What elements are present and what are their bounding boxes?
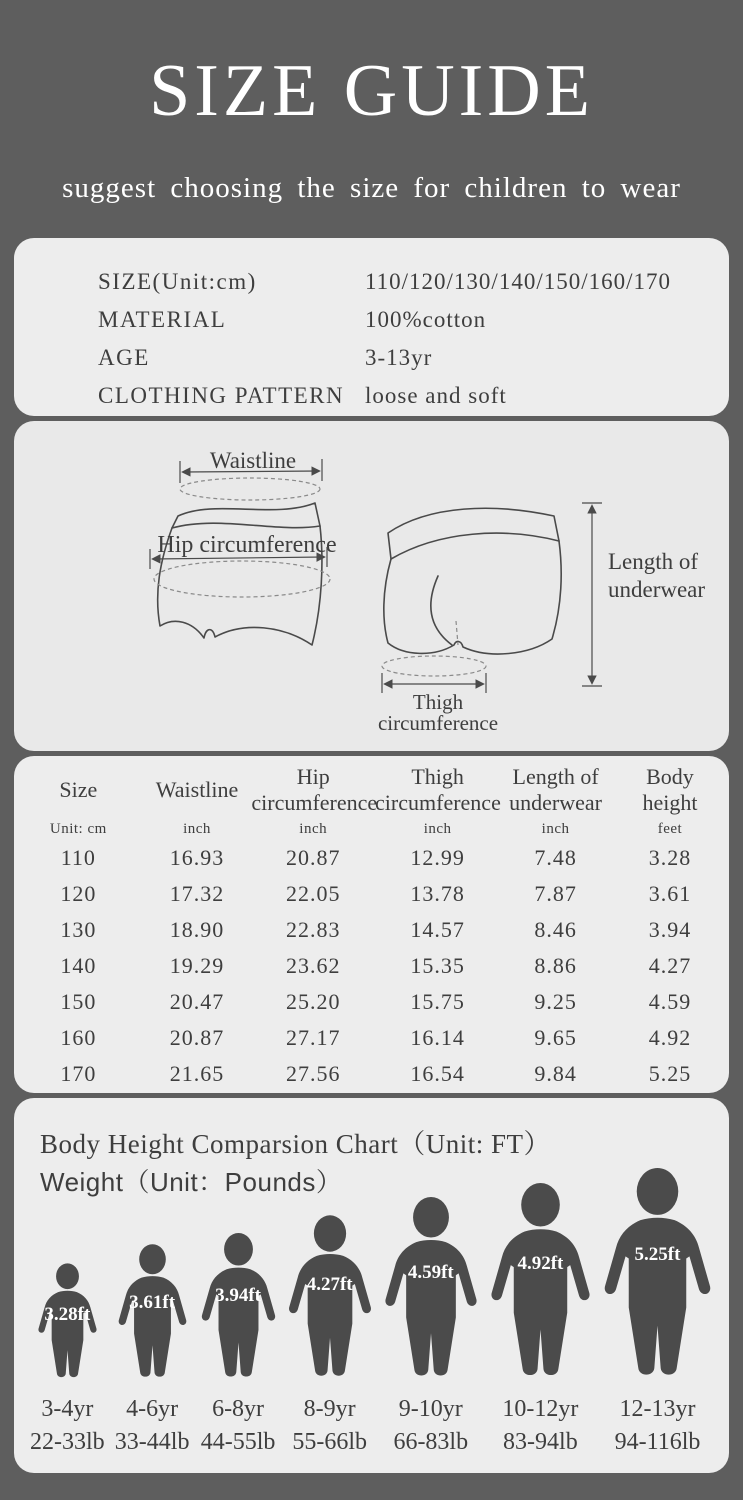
- table-cell: 9.65: [534, 1025, 577, 1050]
- person-wrap: [489, 1183, 592, 1381]
- height-ft-label: 4.92ft: [517, 1253, 564, 1275]
- col-header-size: Size: [59, 777, 98, 802]
- person-silhouette-icon: [287, 1215, 373, 1381]
- table-cell: 8.86: [534, 953, 577, 978]
- table-cell: 16.54: [410, 1061, 465, 1086]
- figure-column: [287, 1215, 373, 1457]
- table-cell: 7.87: [534, 881, 577, 906]
- person-wrap: [602, 1168, 713, 1381]
- hip-ellipse: [154, 561, 330, 597]
- underwear-back-sketch: [384, 508, 561, 654]
- person-silhouette-icon: [200, 1233, 277, 1381]
- weight-range-label: 55-66lb: [292, 1429, 367, 1455]
- weight-range-label: 94-116lb: [614, 1429, 701, 1455]
- thigh-label-line2: circumference: [377, 711, 499, 735]
- info-value-size: 110/120/130/140/150/160/170: [365, 269, 671, 294]
- info-label-pattern: CLOTHING PATTERN: [98, 383, 345, 408]
- product-info-grid: [98, 263, 729, 415]
- col-header-length: Length of underwear: [509, 764, 602, 815]
- table-cell: 20.87: [285, 845, 341, 870]
- weight-range-label: 83-94lb: [503, 1429, 578, 1455]
- table-cell: 19.29: [169, 953, 225, 978]
- height-ft-label: 4.27ft: [306, 1273, 353, 1295]
- figure-column: [383, 1197, 479, 1457]
- table-cell: 140: [60, 953, 97, 978]
- table-cell: 27.17: [285, 1025, 341, 1050]
- info-label-material: MATERIAL: [98, 307, 227, 332]
- unit-cell: inch: [299, 820, 328, 837]
- table-cell: 23.62: [285, 953, 341, 978]
- table-row: [14, 1020, 729, 1056]
- person-silhouette-icon: [489, 1183, 592, 1381]
- unit-cell: Unit: cm: [49, 820, 107, 837]
- person-wrap: [200, 1233, 277, 1381]
- page-subtitle: suggest choosing the size for children to wear: [62, 172, 681, 204]
- age-range-label: 12-13yr: [619, 1396, 696, 1422]
- col-header-waistline: Waistline: [155, 777, 239, 802]
- figure-column: [602, 1168, 713, 1457]
- age-range-label: 10-12yr: [502, 1396, 579, 1422]
- age-range-label: 8-9yr: [303, 1396, 356, 1422]
- table-cell: 13.78: [410, 881, 465, 906]
- table-cell: 3.28: [648, 845, 692, 870]
- table-cell: 4.27: [648, 953, 692, 978]
- table-cell: 4.59: [648, 989, 692, 1014]
- length-label-line1: Length of: [608, 549, 699, 574]
- table-row: [14, 984, 729, 1020]
- table-cell: 22.83: [285, 917, 341, 942]
- table-cell: 4.92: [648, 1025, 692, 1050]
- table-row: [14, 912, 729, 948]
- weight-range-label: 44-55lb: [200, 1429, 276, 1455]
- table-cell: 14.57: [410, 917, 465, 942]
- height-ft-label: 4.59ft: [407, 1262, 454, 1284]
- table-row: [14, 876, 729, 912]
- info-value-age: 3-13yr: [365, 345, 433, 370]
- table-cell: 27.56: [285, 1061, 341, 1086]
- table-cell: 21.65: [169, 1061, 225, 1086]
- size-table-card: [14, 756, 729, 1093]
- table-cell: 22.05: [285, 881, 341, 906]
- chart-title: Body Height Comparsion Chart（Unit: FT）: [40, 1129, 551, 1159]
- length-dimension-arrow: [582, 503, 602, 686]
- table-cell: 3.61: [648, 881, 692, 906]
- age-range-label: 4-6yr: [126, 1396, 179, 1422]
- info-value-pattern: loose and soft: [365, 383, 507, 408]
- info-label-age: AGE: [98, 345, 150, 370]
- measurement-diagram-card: [14, 421, 729, 751]
- figure-column: [30, 1263, 105, 1457]
- hip-circumference-label: Hip circumference: [157, 532, 337, 558]
- table-cell: 25.20: [285, 989, 341, 1014]
- col-header-hip: Hip circumference: [251, 764, 378, 815]
- weight-range-label: 22-33lb: [30, 1429, 105, 1455]
- height-ft-label: 3.94ft: [215, 1285, 262, 1307]
- table-cell: 17.32: [169, 881, 225, 906]
- table-cell: 20.47: [169, 989, 225, 1014]
- figure-column: [115, 1244, 190, 1457]
- figure-column: [200, 1233, 277, 1457]
- table-cell: 3.94: [648, 917, 692, 942]
- height-ft-label: 3.28ft: [44, 1304, 91, 1326]
- unit-cell: inch: [541, 820, 570, 837]
- table-cell: 5.25: [648, 1061, 692, 1086]
- table-row: [14, 840, 729, 876]
- table-cell: 8.46: [534, 917, 577, 942]
- size-table-header-row: [14, 762, 729, 818]
- product-info-card: [14, 238, 729, 416]
- info-value-material: 100%cotton: [365, 307, 487, 332]
- person-wrap: [383, 1197, 479, 1381]
- underwear-measurement-diagram: [14, 421, 729, 751]
- col-header-body-height: Body height: [642, 764, 698, 815]
- header: [0, 0, 743, 206]
- figure-column: [489, 1183, 592, 1457]
- height-ft-label: 3.61ft: [129, 1292, 176, 1314]
- unit-cell: inch: [183, 820, 211, 837]
- unit-cell: feet: [657, 820, 683, 837]
- table-cell: 20.87: [169, 1025, 225, 1050]
- table-cell: 110: [60, 845, 96, 870]
- table-cell: 12.99: [410, 845, 465, 870]
- table-cell: 170: [60, 1061, 97, 1086]
- unit-cell: inch: [423, 820, 452, 837]
- height-ft-label: 5.25ft: [634, 1243, 681, 1265]
- content-cards: [14, 238, 729, 1473]
- waistline-ellipse: [180, 478, 320, 500]
- figures-row: [30, 1168, 713, 1457]
- person-wrap: [287, 1215, 373, 1381]
- length-label-line2: underwear: [608, 577, 706, 602]
- table-cell: 130: [60, 917, 97, 942]
- size-table-units-row: [14, 818, 729, 840]
- person-wrap: [37, 1263, 98, 1381]
- underwear-front-sketch: [158, 503, 322, 645]
- col-header-thigh: Thigh circumference: [375, 764, 501, 815]
- weight-range-label: 33-44lb: [114, 1429, 190, 1455]
- table-cell: 16.14: [410, 1025, 465, 1050]
- table-cell: 150: [60, 989, 97, 1014]
- table-cell: 9.84: [534, 1061, 577, 1086]
- chart-subtitle: Weight（Unit：Pounds）: [40, 1167, 343, 1197]
- table-row: [14, 948, 729, 984]
- person-wrap: [117, 1244, 188, 1381]
- table-cell: 120: [60, 881, 97, 906]
- page-title: SIZE GUIDE: [149, 50, 594, 132]
- table-row: [14, 1056, 729, 1092]
- table-cell: 160: [60, 1025, 97, 1050]
- table-cell: 15.35: [410, 953, 465, 978]
- age-range-label: 6-8yr: [212, 1396, 265, 1422]
- thigh-ellipse: [382, 656, 486, 676]
- height-comparison-card: [14, 1098, 729, 1473]
- person-silhouette-icon: [383, 1197, 479, 1381]
- table-cell: 18.90: [169, 917, 225, 942]
- person-silhouette-icon: [602, 1168, 713, 1381]
- table-cell: 7.48: [534, 845, 577, 870]
- waistline-label: Waistline: [209, 448, 297, 473]
- table-cell: 16.93: [169, 845, 225, 870]
- age-range-label: 3-4yr: [41, 1396, 94, 1422]
- table-cell: 15.75: [410, 989, 465, 1014]
- weight-range-label: 66-83lb: [393, 1429, 469, 1455]
- table-cell: 9.25: [534, 989, 577, 1014]
- thigh-label-line1: Thigh: [412, 690, 464, 714]
- info-label-size: SIZE(Unit:cm): [98, 269, 257, 294]
- age-range-label: 9-10yr: [398, 1396, 463, 1422]
